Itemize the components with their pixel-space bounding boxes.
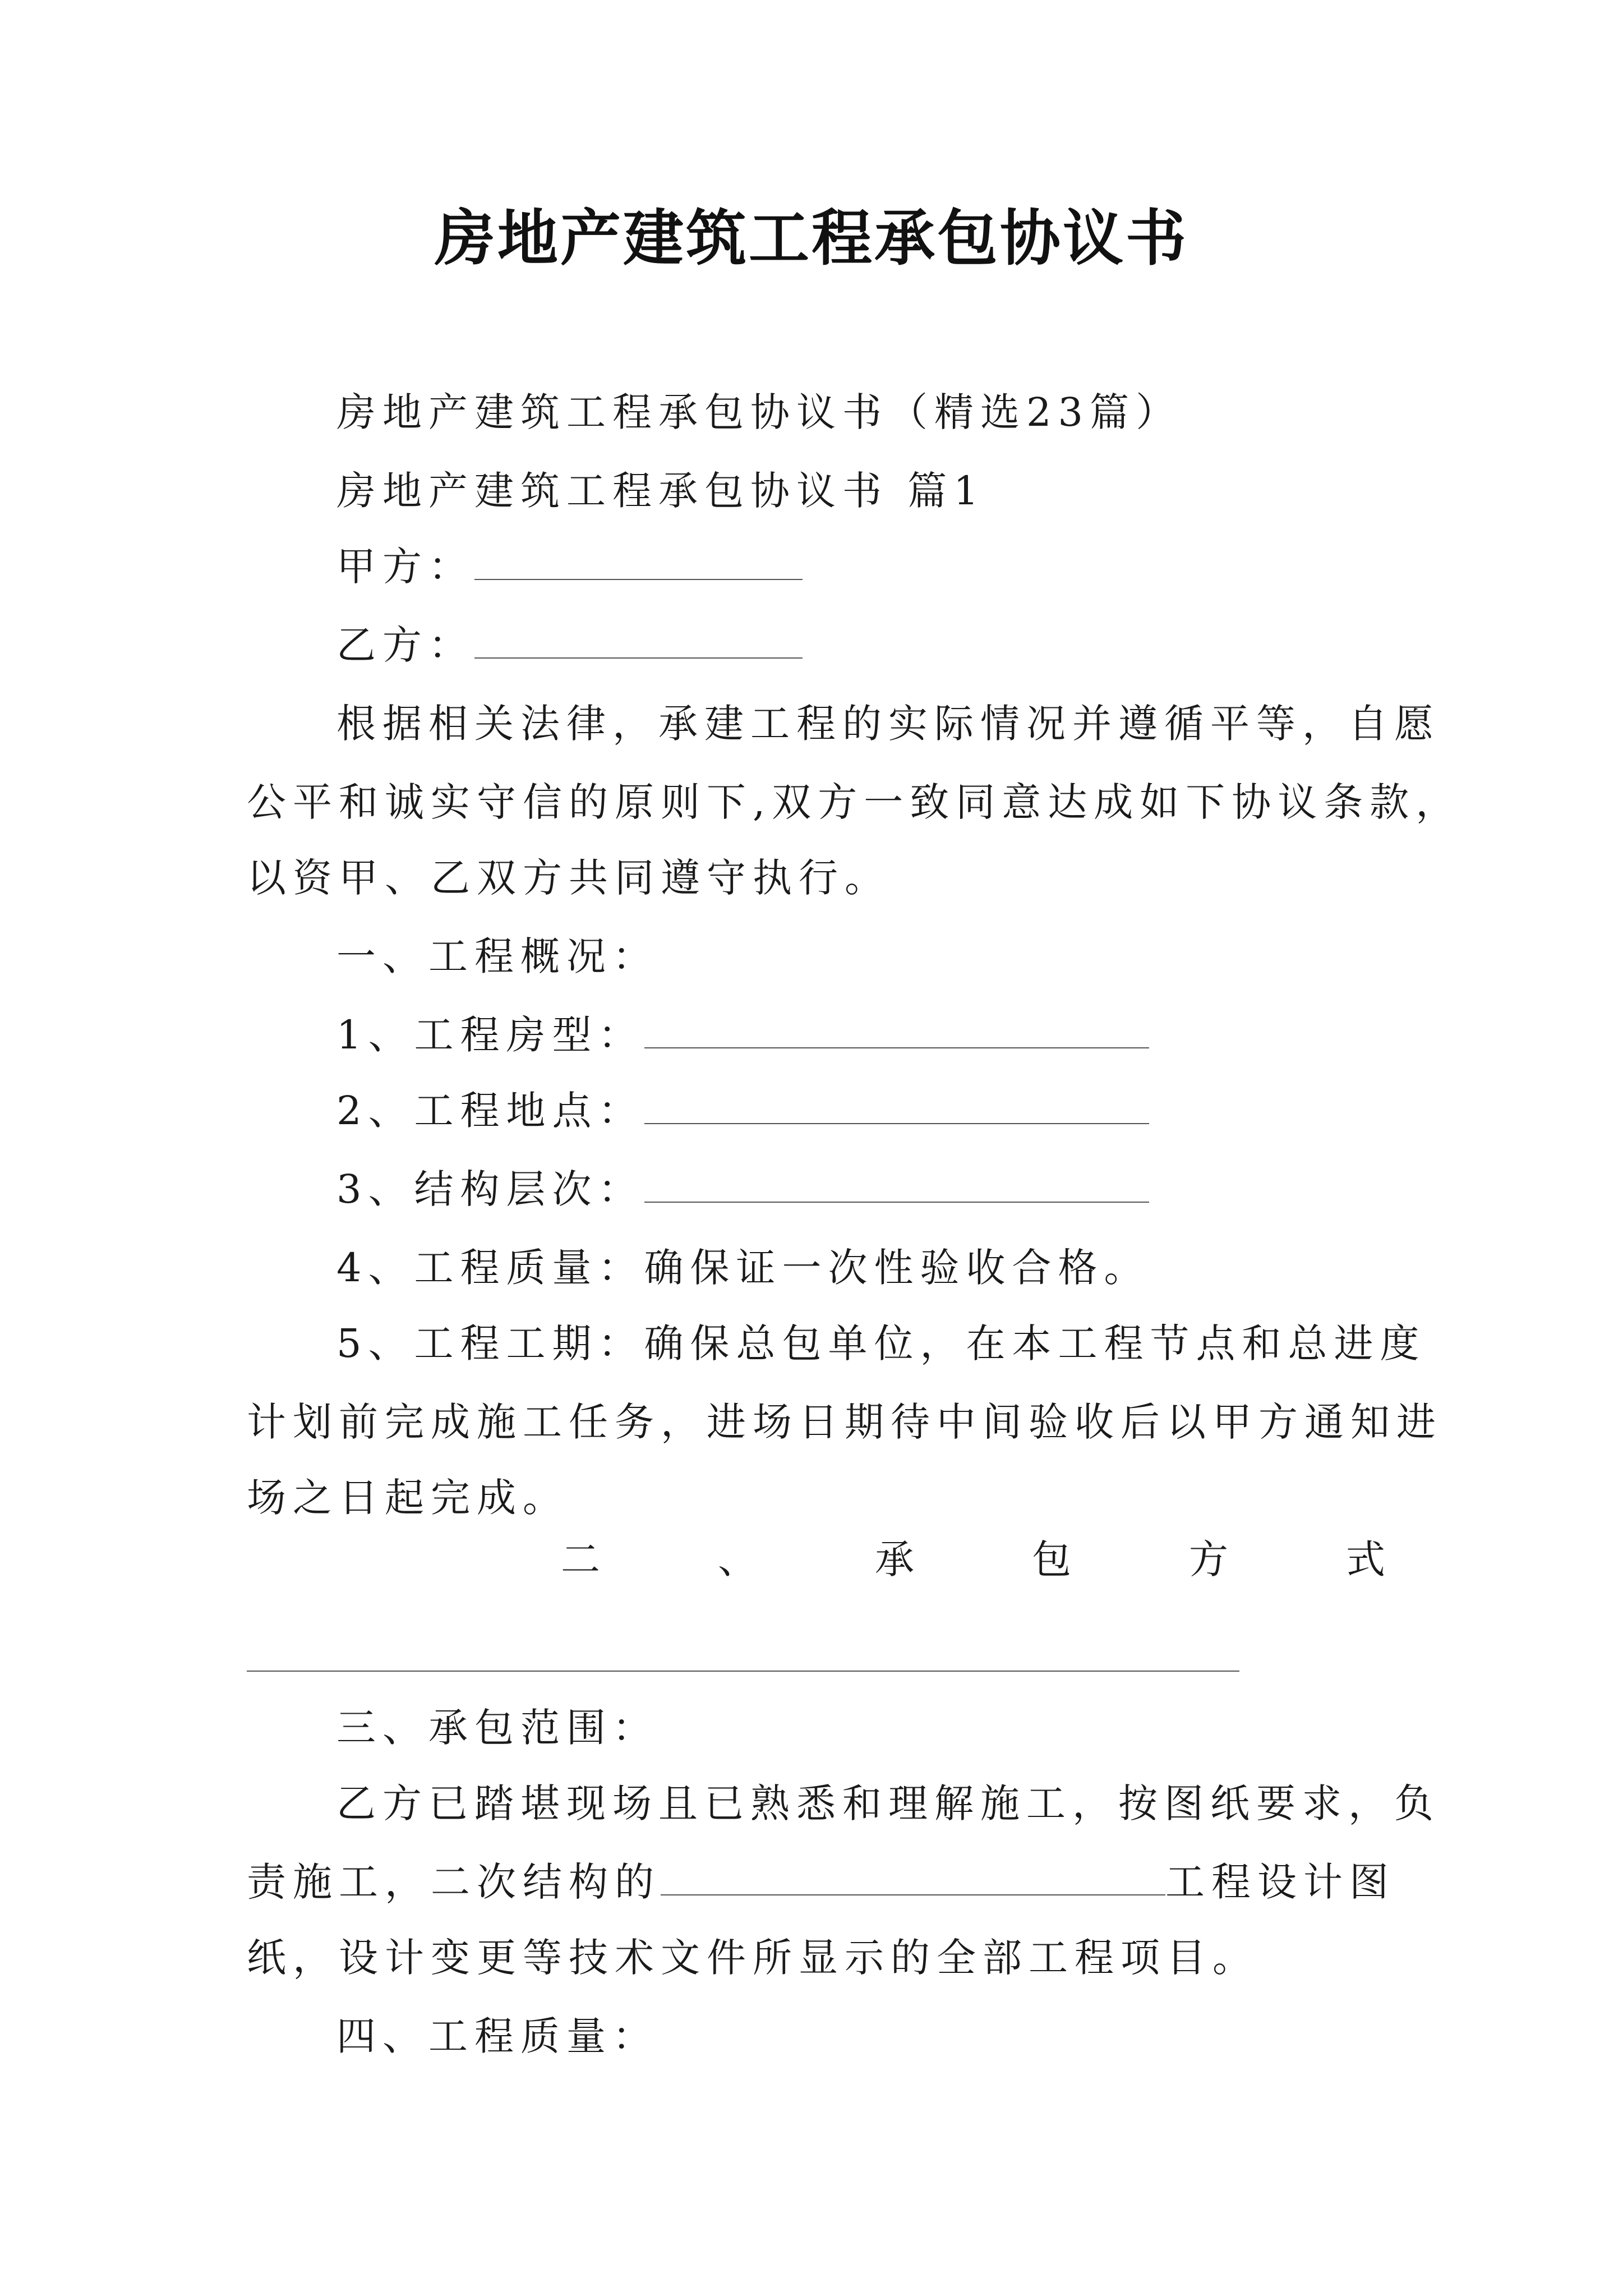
- heading-2-char: 方: [1189, 1536, 1228, 1582]
- intro-line-2: 公平和诚实守信的原则下,双方一致同意达成如下协议条款，: [247, 779, 1462, 825]
- party-b-label: 乙方：: [336, 622, 474, 668]
- item-5-line-3: 场之日起完成。: [247, 1475, 569, 1521]
- item-4: 4、工程质量：确保证一次性验收合格。: [336, 1245, 1150, 1291]
- heading-2-char: 承: [875, 1536, 914, 1582]
- item-1-blank: [644, 1013, 1149, 1048]
- heading-contract-scope: 三、承包范围：: [336, 1705, 658, 1751]
- item-2-line: [336, 1085, 1149, 1136]
- item-1-line: [336, 1010, 1149, 1060]
- heading-project-overview: 一、工程概况：: [336, 933, 658, 979]
- scope-blank: [661, 1860, 1165, 1895]
- heading-2-char: 包: [1032, 1536, 1071, 1582]
- heading-contract-method: [561, 1534, 1385, 1585]
- intro-line-3: 以资甲、乙双方共同遵守执行。: [247, 855, 891, 901]
- item-3-label: 3、结构层次：: [336, 1166, 644, 1212]
- scope-line-3: 纸，设计变更等技术文件所显示的全部工程项目。: [247, 1935, 1258, 1981]
- heading-2-char: 、: [718, 1536, 757, 1582]
- scope-line-2-end: 工程设计图: [1165, 1859, 1395, 1905]
- party-b-blank: [474, 623, 803, 659]
- subtitle: 房地产建筑工程承包协议书（精选23篇）: [336, 389, 1182, 435]
- item-2-label: 2、工程地点：: [336, 1088, 644, 1134]
- party-a-label: 甲方：: [336, 544, 474, 590]
- item-3-blank: [644, 1167, 1149, 1203]
- item-5-line-1: 5、工程工期：确保总包单位，在本工程节点和总进度: [336, 1320, 1426, 1366]
- scope-line-2-start: 责施工，二次结构的: [247, 1859, 661, 1905]
- party-a-blank: [474, 544, 803, 580]
- contract-method-blank: [247, 1671, 1239, 1672]
- item-3-line: [336, 1164, 1149, 1214]
- party-a-line: [336, 541, 803, 592]
- scope-line-2: [247, 1857, 1395, 1907]
- item-1-label: 1、工程房型：: [336, 1012, 644, 1058]
- scope-line-1: 乙方已踏堪现场且已熟悉和理解施工，按图纸要求，负: [336, 1780, 1440, 1826]
- document-title: 房地产建筑工程承包协议书: [434, 203, 1188, 274]
- intro-line-1: 根据相关法律，承建工程的实际情况并遵循平等，自愿: [336, 701, 1440, 747]
- heading-2-char: 式: [1346, 1536, 1385, 1582]
- item-5-line-2: 计划前完成施工任务，进场日期待中间验收后以甲方通知进: [247, 1399, 1442, 1445]
- item-2-blank: [644, 1088, 1149, 1124]
- section-heading: 房地产建筑工程承包协议书 篇1: [336, 468, 985, 514]
- heading-2-char: 二: [561, 1536, 600, 1582]
- party-b-line: [336, 620, 803, 670]
- heading-project-quality: 四、工程质量：: [336, 2013, 658, 2059]
